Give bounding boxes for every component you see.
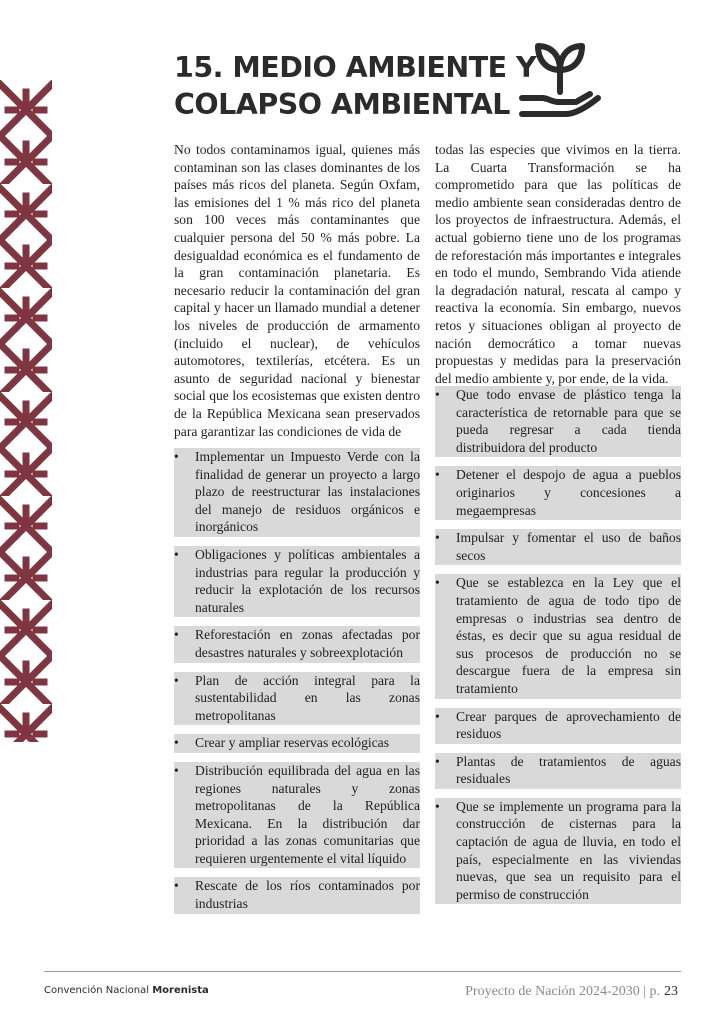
- list-item: [174, 546, 420, 617]
- list-item-text: Detener el despojo de agua a pueblos originarios y concesiones a megaempresas: [456, 467, 681, 518]
- list-item: [174, 626, 420, 662]
- list-item: [174, 877, 420, 913]
- bullet-icon: •: [435, 530, 440, 546]
- footer-document-title: Proyecto de Nación 2024-2030 | p.: [465, 984, 660, 999]
- bullet-icon: •: [174, 762, 179, 778]
- list-item-text: Que todo envase de plástico tenga la característica de retornable para que se pueda regresar a cada tienda distribuidora del producto: [456, 387, 681, 455]
- list-item: [435, 574, 681, 698]
- plant-in-hand-icon: [516, 40, 604, 122]
- list-item: [174, 734, 420, 753]
- bullet-icon: •: [174, 449, 179, 464]
- proposals-list-right: [435, 386, 681, 913]
- footer-divider: [44, 971, 681, 972]
- list-item: [435, 753, 681, 789]
- proposals-list-left: [174, 448, 420, 923]
- bullet-icon: •: [435, 753, 440, 769]
- bullet-icon: •: [174, 735, 179, 751]
- bullet-icon: •: [435, 575, 440, 591]
- list-item-text: Rescate de los ríos contaminados por industrias: [195, 878, 420, 912]
- bullet-icon: •: [435, 708, 440, 724]
- list-item: [174, 448, 420, 537]
- list-item: [435, 708, 681, 744]
- section-title-line-1: 15. MEDIO AMBIENTE Y: [174, 51, 537, 84]
- list-item: [435, 798, 681, 905]
- decorative-fret-pattern: [0, 80, 52, 742]
- body-column-left: [174, 141, 420, 440]
- footer-publisher-bold: Morenista: [152, 985, 209, 996]
- bullet-icon: •: [174, 878, 179, 894]
- list-item-text: Crear y ampliar reservas ecológicas: [195, 735, 389, 751]
- body-column-right: [435, 141, 681, 387]
- page-number: 23: [664, 984, 678, 999]
- bullet-icon: •: [435, 387, 440, 402]
- list-item: [435, 386, 681, 457]
- bullet-icon: •: [174, 672, 179, 688]
- list-item: [435, 466, 681, 520]
- footer-publisher-regular: Convención Nacional: [44, 985, 150, 996]
- list-item-text: Impulsar y fomentar el uso de baños secos: [456, 530, 681, 563]
- footer-page-info: [465, 984, 678, 1000]
- list-item-text: Obligaciones y políticas ambientales a industrias para regular la producción y reducir la explotación de los recursos naturales: [195, 546, 420, 615]
- list-item: [174, 672, 420, 726]
- bullet-icon: •: [435, 467, 440, 483]
- list-item-text: Crear parques de aprovechamiento de residuos: [456, 708, 681, 742]
- bullet-icon: •: [174, 546, 179, 562]
- list-item-text: Reforestación en zonas afectadas por desastres naturales y sobreexplotación: [195, 627, 420, 660]
- list-item-text: Que se implemente un programa para la construcción de cisternas para la captación de agua de lluvia, en todo el país, especialmente en las viviendas nuevas, que sea un requisito para el permiso de construcción: [456, 798, 681, 902]
- body-paragraph-2: todas las especies que vivimos en la tierra. La Cuarta Transformación se ha comprometido para que las políticas de medio ambiente sean consideradas dentro de los proyectos de infraestructura. Además, el actual gobierno tiene uno de los programas de reforestación más importantes e integrales en todo el mundo, Sembrando Vida atiende la degradación natural, rescata al campo y reactiva la economía. Sin embargo, nuevos retos y situaciones obligan al proyecto de nación democrático a tomar nuevas propuestas y medidas para la preservación del medio ambiente y, por ende, de la vida.: [435, 142, 681, 386]
- list-item: [174, 762, 420, 869]
- list-item-text: Implementar un Impuesto Verde con la finalidad de generar un proyecto a largo plazo de reestructurar las instalaciones del manejo de residuos orgánicos e inorgánicos: [195, 449, 420, 535]
- list-item-text: Plan de acción integral para la sustentabilidad en las zonas metropolitanas: [195, 672, 420, 723]
- list-item-text: Distribución equilibrada del agua en las regiones naturales y zonas metropolitanas de la República Mexicana. En la distribución dar prioridad a las zonas comunitarias que requieren urgentemente el vital líquido: [195, 762, 420, 866]
- list-item: [435, 529, 681, 565]
- list-item-text: Plantas de tratamientos de aguas residuales: [456, 753, 681, 787]
- bullet-icon: •: [174, 627, 179, 643]
- section-title: [174, 49, 537, 123]
- bullet-icon: •: [435, 798, 440, 814]
- section-title-line-2: COLAPSO AMBIENTAL: [174, 88, 510, 121]
- list-item-text: Que se establezca en la Ley que el tratamiento de agua de todo tipo de empresas o industrias sea dentro de éstas, es decir que su agua residual de sus procesos de producción no se descargue fuera de la empresa sin tratamiento: [456, 575, 681, 696]
- footer-publisher: [44, 985, 209, 996]
- body-paragraph-1: No todos contaminamos igual, quienes más contaminan son las clases dominantes de los países más ricos del planeta. Según Oxfam, las emisiones del 1 % más rico del planeta son 100 veces más contaminantes que cualquier persona del 50 % más pobre. La desigualdad económica es el fundamento de la gran contaminación planetaria. Es necesario reducir la contaminación del gran capital y hacer un llamado mundial a detener los niveles de producción de armamento (incluido el nuclear), de vehículos automotores, textilerías, etcétera. Es un asunto de seguridad nacional y bienestar social que los ecosistemas que existen dentro de la República Mexicana sean preservados para garantizar las condiciones de vida de: [174, 142, 420, 439]
